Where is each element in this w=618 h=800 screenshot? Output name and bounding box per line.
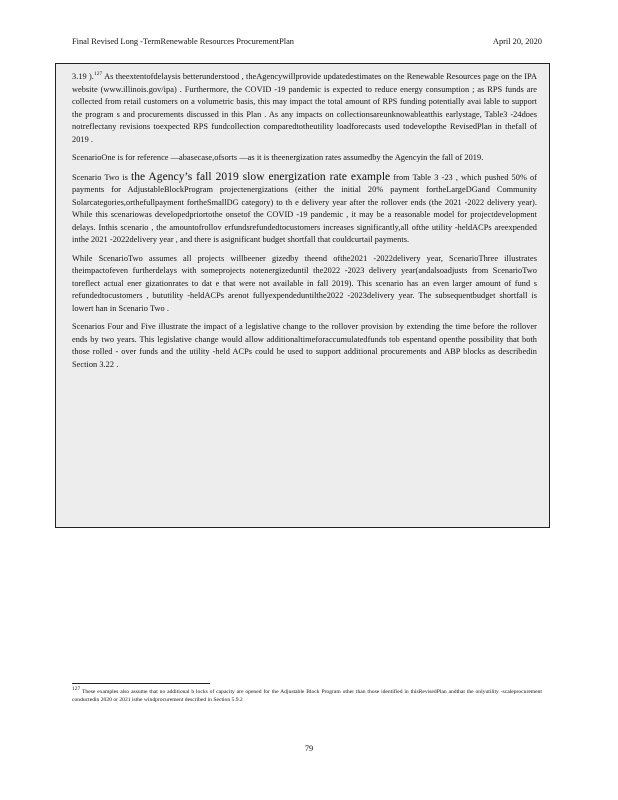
footnote [72,688,542,705]
paragraph-1-lead: 3.19 ). [72,72,94,81]
content-box-text [72,71,537,377]
footnote-ref[interactable]: 127 [93,71,103,78]
header-date: April 20, 2020 [492,37,542,46]
content-box [55,63,550,528]
paragraph-3 [72,171,537,247]
paragraph-2-body: ScenarioOne is for reference —abasecase,ofsorts —as it is theenergization rates assumedby the Agencyin the fall of 2019. [72,153,484,162]
paragraph-3-emphasis: the Agency’s fall 2019 slow energization rate example [130,170,391,183]
paragraph-2 [72,152,537,165]
paragraph-5-body: Scenarios Four and Five illustrate the impact of a legislative change to the rollover provision by extending the time before the rollover ends by two years. This legislative change would allow additionaltimeforaccumulatedfunds tob espentand openthe possibility that both those rolled - over funds and the utility -held ACPs could be used to support additional procurements and ABP blocks as describedin Section 3.22 . [72,322,537,369]
page-number: 79 [304,744,314,753]
header-title: Final Revised Long -TermRenewable Resources ProcurementPlan [72,37,294,46]
footnote-marker: 127 [72,686,81,693]
footnote-text: These examples also assume that no additional b locks of capacity are opened for the Adjustable Block Program other than those identified in thisRevisedPlan andthat the onlyutility -scaleprocurement conductedin 2020 or 2021 isthe windprocurement described in Section 5.9.2 [72,689,542,704]
paragraph-4 [72,253,537,316]
paragraph-5 [72,321,537,371]
paragraph-1-body: As theextentofdelaysis betterunderstood , theAgencywillprovide updatedestimates on the Renewable Resources page on the IPA website (www.illinois.gov/ipa) . Furthermore, the COVID -19 pandemic is expected to reduce energy consumption ; as RPS funds are collected from retail customers on a volumetric basis, this may impact the total amount of RPS funding potentially avai lable to support the program s and procurements discussed in this Plan . As any impacts on collectionsareunknowableatthis earlystage, Table3 -24does notreflectany revisions toexpected RPS fundcollection comparedtotheutility loadforecasts used todevelopthe RevisedPlan in thefall of 2019 . [72,72,537,144]
paragraph-4-body: While ScenarioTwo assumes all projects willbeener gizedby theend ofthe2021 -2022delivery year, ScenarioThree illustrates theimpactofeven furtherdelays with someprojects notenergizeduntil the2022 -2023 delivery year(andalsoadjusts from ScenarioTwo toreflect actual ener gizationrates to dat e that were not available in fall 2019). This scenario has an even larger amount of fund s refundedtocustomers , bututility -heldACPs arenot fullyexpendeduntilthe2022 -2023delivery year. The subsequentbudget shortfall is lowert han in Scenario Two . [72,253,537,313]
paragraph-3-body: from Table 3 -23 , which pushed 50% of payments for AdjustableBlockProgram projectenergizations (either the initial 20% payment fortheLargeDGand Community Solarcategories,orthefullpayment fortheSmallDG category) to th e delivery year after the rollover ends (the 2021 -2022 delivery year). While this scenariowas developedpriortothe onsetof the COVID -19 pandemic , it may be a reasonable model for projectdevelopment delays. Inthis scenario , the amountofrollov erfundsrefundedtocustomers increases significantly,all ofthe utility -heldACPs areexpended inthe 2021 -2022delivery year , and there is asignificant budget shortfall that couldcurtail payments. [72,172,538,244]
paragraph-3-lead: Scenario Two is [72,172,131,182]
footnote-divider [72,683,210,684]
page-header [72,36,542,48]
paragraph-1 [72,71,537,146]
